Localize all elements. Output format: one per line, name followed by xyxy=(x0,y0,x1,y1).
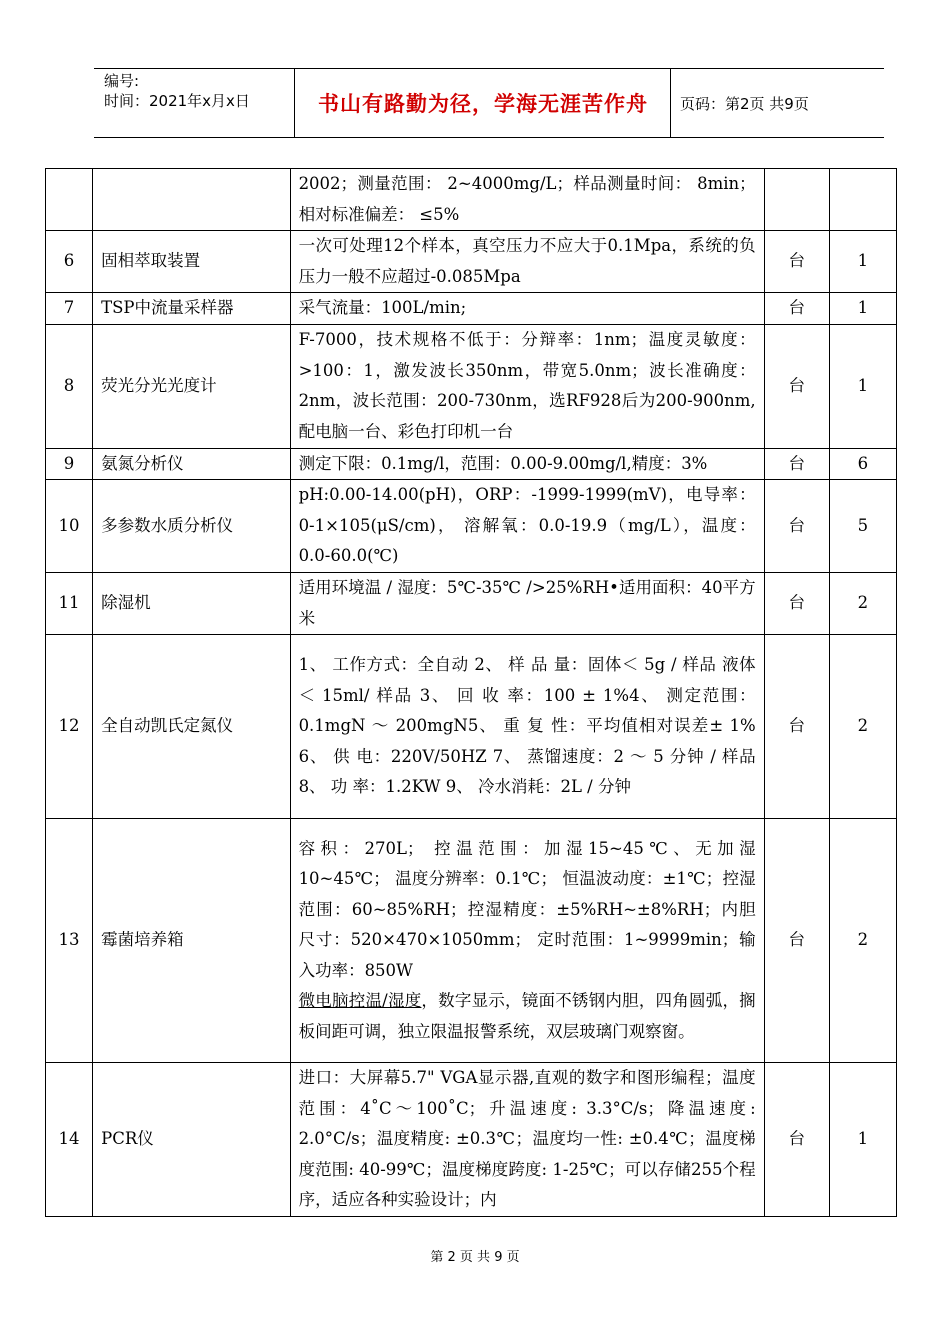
equipment-qty: 2 xyxy=(829,819,896,1063)
equipment-qty xyxy=(829,169,896,231)
equipment-qty: 1 xyxy=(829,293,896,325)
equipment-unit xyxy=(764,169,829,231)
equipment-spec-underlined: 微电脑控温/湿度 xyxy=(298,991,422,1011)
equipment-spec: pH:0.00-14.00(pH)，ORP：-1999-1999(mV)，电导率：0-1×105(μS/cm)， 溶解氧：0.0-19.9（mg/L），温度：0.0-60.0(℃) xyxy=(290,480,764,573)
equipment-spec: F-7000，技术规格不低于：分辩率：1nm；温度灵敏度：>100：1，激发波长350nm，带宽5.0nm；波长准确度：2nm，波长范围：200-730nm，选RF928后为200-900nm,配电脑一台、彩色打印机一台 xyxy=(290,324,764,448)
equipment-spec-text: 容积：270L； 控温范围：加湿15~45℃、无加湿10~45℃； 温度分辨率：0.1℃； 恒温波动度：±1℃；控湿范围：60~85%RH；控湿精度：±5%RH~±8%RH；内胆尺寸：520×470×1050mm； 定时范围：1~9999min；输入功率：850W xyxy=(298,838,756,980)
header-page-label: 页码：第2页 共9页 xyxy=(680,95,809,113)
header-time-label: 时间：2021年x月x日 xyxy=(104,92,250,110)
header-code-label: 编号: xyxy=(104,72,140,90)
page-header xyxy=(94,68,884,138)
equipment-name xyxy=(93,169,290,231)
table-row xyxy=(46,231,897,293)
row-number: 6 xyxy=(46,231,93,293)
table-row xyxy=(46,324,897,448)
equipment-spec: 测定下限：0.1mg/l，范围：0.00-9.00mg/l,精度：3% xyxy=(290,448,764,480)
table-row xyxy=(46,169,897,231)
equipment-name: 霉菌培养箱 xyxy=(93,819,290,1063)
row-number xyxy=(46,169,93,231)
equipment-name: 氨氮分析仪 xyxy=(93,448,290,480)
table-row xyxy=(46,819,897,1063)
table-row xyxy=(46,480,897,573)
header-motto: 书山有路勤为径，学海无涯苦作舟 xyxy=(318,92,648,116)
table-row xyxy=(46,573,897,635)
equipment-spec xyxy=(290,819,764,1063)
equipment-spec-text-rest: ，数字显示，镜面不锈钢内胆，四角圆弧，搁板间距可调，独立限温报警系统，双层玻璃门观察窗。 xyxy=(298,991,756,1041)
equipment-spec: 1、 工作方式：全自动 2、 样 品 量：固体＜ 5g / 样品 液体＜ 15ml/ 样品 3、 回 收 率：100 ± 1%4、 测定范围：0.1mgN ～ 200mgN5、 重 复 性：平均值相对误差± 1% 6、 供 电：220V/50HZ 7、 蒸馏速度：2 ～ 5 分钟 / 样品 8、 功 率：1.2KW 9、 冷水消耗：2L / 分钟 xyxy=(290,635,764,819)
equipment-qty: 1 xyxy=(829,231,896,293)
row-number: 12 xyxy=(46,635,93,819)
equipment-unit: 台 xyxy=(764,480,829,573)
equipment-spec: 进口：大屏幕5.7" VGA显示器,直观的数字和图形编程；温度范围：4˚C～100˚C；升温速度: 3.3°C/s；降温速度: 2.0°C/s；温度精度: ±0.3℃；温度均一性: ±0.4℃；温度梯度范围: 40-99℃；温度梯度跨度: 1-25℃；可以存储255个程序，适应各种实验设计；内 xyxy=(290,1063,764,1217)
equipment-name: 全自动凯氏定氮仪 xyxy=(93,635,290,819)
equipment-name: 固相萃取装置 xyxy=(93,231,290,293)
equipment-name: 荧光分光光度计 xyxy=(93,324,290,448)
equipment-spec: 一次可处理12个样本，真空压力不应大于0.1Mpa，系统的负压力一般不应超过-0.085Mpa xyxy=(290,231,764,293)
table-row xyxy=(46,293,897,325)
row-number: 13 xyxy=(46,819,93,1063)
equipment-unit: 台 xyxy=(764,635,829,819)
equipment-unit: 台 xyxy=(764,293,829,325)
equipment-unit: 台 xyxy=(764,324,829,448)
row-number: 7 xyxy=(46,293,93,325)
header-divider xyxy=(670,69,671,137)
row-number: 14 xyxy=(46,1063,93,1217)
equipment-unit: 台 xyxy=(764,819,829,1063)
table-row xyxy=(46,448,897,480)
equipment-qty: 5 xyxy=(829,480,896,573)
equipment-qty: 2 xyxy=(829,573,896,635)
equipment-name: TSP中流量采样器 xyxy=(93,293,290,325)
equipment-name: 多参数水质分析仪 xyxy=(93,480,290,573)
equipment-spec: 采气流量：100L/min; xyxy=(290,293,764,325)
equipment-qty: 1 xyxy=(829,1063,896,1217)
equipment-qty: 2 xyxy=(829,635,896,819)
equipment-spec: 2002；测量范围： 2~4000mg/L；样品测量时间： 8min；相对标准偏差： ≤5% xyxy=(290,169,764,231)
equipment-unit: 台 xyxy=(764,448,829,480)
row-number: 11 xyxy=(46,573,93,635)
equipment-unit: 台 xyxy=(764,573,829,635)
page-footer: 第 2 页 共 9 页 xyxy=(430,1250,520,1265)
row-number: 8 xyxy=(46,324,93,448)
equipment-spec: 适用环境温 / 湿度：5℃-35℃ />25%RH•适用面积：40平方米 xyxy=(290,573,764,635)
header-divider xyxy=(294,69,295,137)
header-meta xyxy=(104,71,250,111)
row-number: 10 xyxy=(46,480,93,573)
equipment-name: PCR仪 xyxy=(93,1063,290,1217)
table-row xyxy=(46,1063,897,1217)
equipment-qty: 1 xyxy=(829,324,896,448)
row-number: 9 xyxy=(46,448,93,480)
equipment-qty: 6 xyxy=(829,448,896,480)
table-row xyxy=(46,635,897,819)
equipment-unit: 台 xyxy=(764,231,829,293)
equipment-name: 除湿机 xyxy=(93,573,290,635)
equipment-table xyxy=(45,168,897,1217)
equipment-unit: 台 xyxy=(764,1063,829,1217)
